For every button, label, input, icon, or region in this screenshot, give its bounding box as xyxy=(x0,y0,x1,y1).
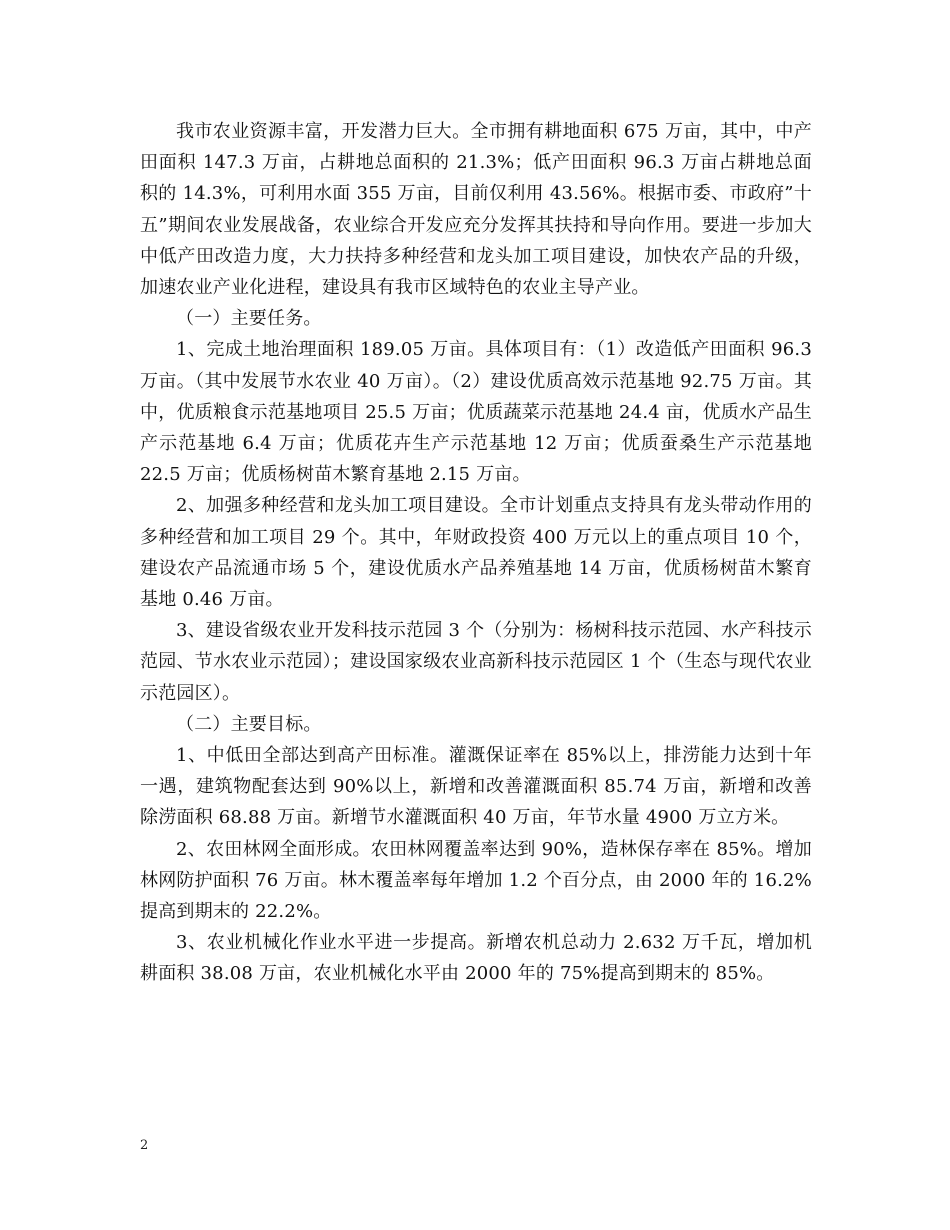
paragraph-goal-3: 3、农业机械化作业水平进一步提高。新增农机总动力 2.632 万千瓦，增加机耕面积 38.08 万亩，农业机械化水平由 2000 年的 75%提高到期末的 85%。 xyxy=(140,932,812,985)
paragraph-goal-2: 2、农田林网全面形成。农田林网覆盖率达到 90%，造林保存率在 85%。增加林网防护面积 76 万亩。林木覆盖率每年增加 1.2 个百分点，由 2000 年的 16.2%提高到期末的 22.2%。 xyxy=(140,838,812,923)
body-text xyxy=(140,116,812,990)
page-number: 2 xyxy=(140,1138,149,1153)
paragraph-task-3: 3、建设省级农业开发科技示范园 3 个（分别为：杨树科技示范园、水产科技示范园、节水农业示范园）；建设国家级农业高新科技示范园区 1 个（生态与现代农业示范园区）。 xyxy=(140,620,812,704)
paragraph-task-1: 1、完成土地治理面积 189.05 万亩。具体项目有：（1）改造低产田面积 96.3 万亩。（其中发展节水农业 40 万亩）。（2）建设优质高效示范基地 92.75 万亩。其中，优质粮食示范基地项目 25.5 万亩；优质蔬菜示范基地 24.4 亩，优质水产品生产示范基地 6.4 万亩；优质花卉生产示范基地 12 万亩；优质蚕桑生产示范基地 22.5 万亩；优质杨树苗木繁育基地 2.15 万亩。 xyxy=(140,339,812,486)
section-heading-main-tasks: （一）主要任务。 xyxy=(176,308,322,330)
paragraph-task-2: 2、加强多种经营和龙头加工项目建设。全市计划重点支持具有龙头带动作用的多种经营和加工项目 29 个。其中，年财政投资 400 万元以上的重点项目 10 个，建设农产品流通市场 5 个，建设优质水产品养殖基地 14 万亩，优质杨树苗木繁育基地 0.46 万亩。 xyxy=(140,495,812,611)
section-heading-main-goals: （二）主要目标。 xyxy=(176,713,322,735)
paragraph-goal-1: 1、中低田全部达到高产田标准。灌溉保证率在 85%以上，排涝能力达到十年一遇，建筑物配套达到 90%以上，新增和改善灌溉面积 85.74 万亩，新增和改善除涝面积 68.88 万亩。新增节水灌溉面积 40 万亩，年节水量 4900 万立方米。 xyxy=(140,745,812,829)
paragraph-intro: 我市农业资源丰富，开发潜力巨大。全市拥有耕地面积 675 万亩，其中，中产田面积 147.3 万亩，占耕地总面积的 21.3%；低产田面积 96.3 万亩占耕地总面积的 14.3%，可利用水面 355 万亩，目前仅利用 43.56%。根据市委、市政府”十五”期间农业发展战备，农业综合开发应充分发挥其扶持和导向作用。要进一步加大中低产田改造力度，大力扶持多种经营和龙头加工项目建设，加快农产品的升级，加速农业产业化进程，建设具有我市区域特色的农业主导产业。 xyxy=(140,121,812,299)
